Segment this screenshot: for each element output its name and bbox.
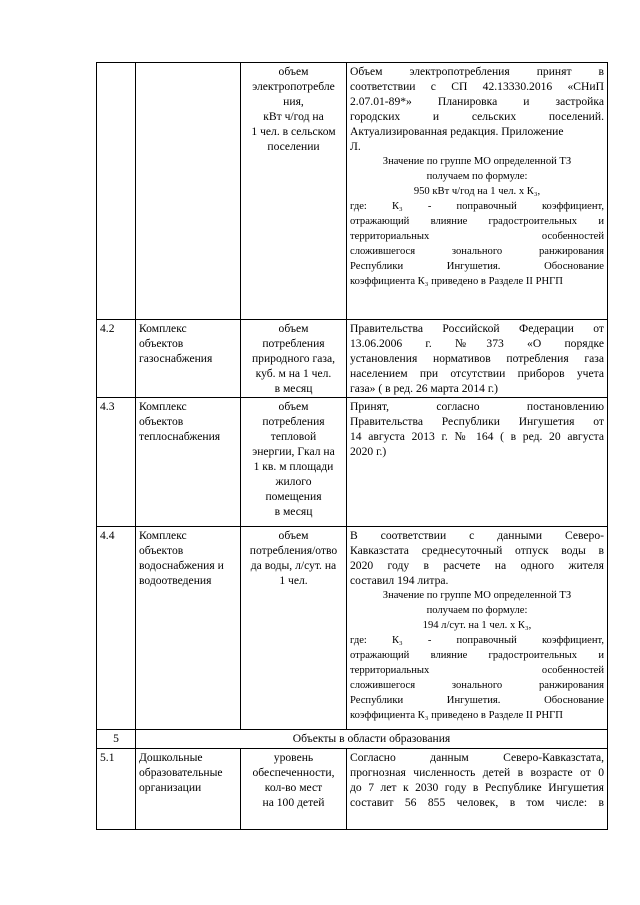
indicator-cell [241,63,347,320]
indicator-line: жилого [275,475,312,488]
indicator-line: в месяц [274,382,313,395]
indicator-line: энергии, Гкал на [252,445,335,458]
row-number: 4.3 [97,398,136,527]
note-line: 2020 году в расчете на одного жителя [350,559,604,572]
table-row-electricity [97,63,608,320]
indicator-line: тепловой [270,430,317,443]
object-line: объектов [139,415,184,428]
note-line: Правительства Российской Федерации от [350,322,604,335]
object-line: Комплекс [139,322,187,335]
object-cell [136,527,241,730]
formula-caption: получаем по формуле: [426,171,528,182]
object-cell [136,320,241,398]
object-cell [136,749,241,830]
note-line: 13.06.2006 г. №373 «О порядке [350,337,604,350]
note-line: газа» ( в ред. 26 марта 2014 г.) [350,382,499,395]
indicator-cell [241,320,347,398]
indicator-line: на 100 детей [262,796,325,809]
note-cell [347,527,608,730]
object-line: водоотведения [139,574,212,587]
note-line: 14 августа 2013 г. № 164 ( в ред. 20 августа [350,430,604,443]
indicator-line: в месяц [274,505,313,518]
indicator-line: уровень [273,751,314,764]
row-number: 4.4 [97,527,136,730]
note-line: 2.07.01-89*» Планировка и застройка [350,95,604,108]
indicator-line: ния, [283,95,304,108]
indicator-cell [241,749,347,830]
table-row-preschool [97,749,608,830]
note-line: до 7 лет к 2030 году в Республике Ингушетия [350,781,604,794]
indicator-line: потребления [262,415,325,428]
note-line: составил 194 литра. [350,574,449,587]
note-line: 2020 г.) [350,445,387,458]
indicator-line: кВт ч/год на [263,110,324,123]
table-row-water [97,527,608,730]
indicator-line: 1 кв. м площади [253,460,334,473]
indicator-line: потребления/отво [249,544,338,557]
indicator-line: кол-во мест [264,781,323,794]
note-line: городских и сельских поселений. [350,110,604,123]
object-line: образовательные [139,766,223,779]
indicator-line: помещения [265,490,322,503]
indicator-line: электропотребле [252,80,335,93]
regulation-table [96,62,608,830]
indicator-cell [241,398,347,527]
section-title: Объекты в области образования [136,730,608,749]
note-line: установления нормативов потребления газа [350,352,604,365]
note-line: коэффициента К₃ приведено в Разделе II РНГП [350,276,563,287]
note-line: территориальных особенностей [350,231,604,242]
table-row-heat [97,398,608,527]
formula: 194 л/сут. на 1 чел. х К₃, [422,620,532,631]
note-line: отражающий влияние градостроительных и [350,216,604,227]
note-line: населением при отсутствии приборов учета [350,367,604,380]
note-line: где: К₃ - поправочный коэффициент, [350,201,604,212]
note-line: отражающий влияние градостроительных и [350,650,604,661]
object-line: объектов [139,544,184,557]
note-line: составит 56 855 человек, в том числе: в [350,796,604,809]
note-line: сложившегося зонального ранжирования [350,680,604,691]
note-line: Принят, согласно постановлению [350,400,604,413]
indicator-line: природного газа, [251,352,336,365]
note-line: Объем электропотребления принят в [350,65,604,78]
object-line: Комплекс [139,529,187,542]
formula-caption: Значение по группе МО определенной ТЗ [382,156,572,167]
object-cell [136,398,241,527]
note-cell [347,320,608,398]
object-line: теплоснабжения [139,430,221,443]
indicator-line: объем [278,400,309,413]
note-cell [347,63,608,320]
object-line: газоснабжения [139,352,213,365]
row-number: 5.1 [97,749,136,830]
object-line: водоснабжения и [139,559,224,572]
formula-caption: Значение по группе МО определенной ТЗ [382,590,572,601]
note-cell [347,398,608,527]
note-cell [347,749,608,830]
note-line: Согласно данным Северо-Кавказстата, [350,751,604,764]
note-line: соответствии с СП 42.13330.2016 «СНиП [350,80,604,93]
object-line: организации [139,781,202,794]
indicator-line: куб. м на 1 чел. [255,367,332,380]
note-line: где: К₃ - поправочный коэффициент, [350,635,604,646]
row-number [97,63,136,320]
indicator-line: 1 чел. в сельском [251,125,336,138]
row-number: 5 [97,730,136,749]
note-line: Кавказстата среднесуточный отпуск воды в [350,544,604,557]
note-line: сложившегося зонального ранжирования [350,246,604,257]
note-line: Актуализированная редакция. Приложение [350,125,564,138]
row-number: 4.2 [97,320,136,398]
note-line: территориальных особенностей [350,665,604,676]
formula: 950 кВт ч/год на 1 чел. х К₃, [413,186,541,197]
note-line: В соответствии с данными Северо- [350,529,604,542]
object-line: объектов [139,337,184,350]
table-row-gas [97,320,608,398]
note-line: Республики Ингушетия. Обоснование [350,261,604,272]
section-header-row [97,730,608,749]
indicator-line: объем [278,65,309,78]
note-line: Республики Ингушетия. Обоснование [350,695,604,706]
note-line: коэффициента К₃ приведено в Разделе II РНГП [350,710,563,721]
note-line: Л. [350,140,361,153]
indicator-line: объем [278,529,309,542]
indicator-line: объем [278,322,309,335]
indicator-cell [241,527,347,730]
formula-caption: получаем по формуле: [426,605,528,616]
indicator-line: поселении [267,140,320,153]
indicator-line: обеспеченности, [252,766,335,779]
note-line: Правительства Республики Ингушетия от [350,415,604,428]
object-cell [136,63,241,320]
note-line: прогнозная численность детей в возрасте от 0 [350,766,604,779]
indicator-line: да воды, л/сут. на [250,559,337,572]
object-line: Комплекс [139,400,187,413]
indicator-line: потребления [262,337,325,350]
object-line: Дошкольные [139,751,203,764]
indicator-line: 1 чел. [279,574,308,587]
